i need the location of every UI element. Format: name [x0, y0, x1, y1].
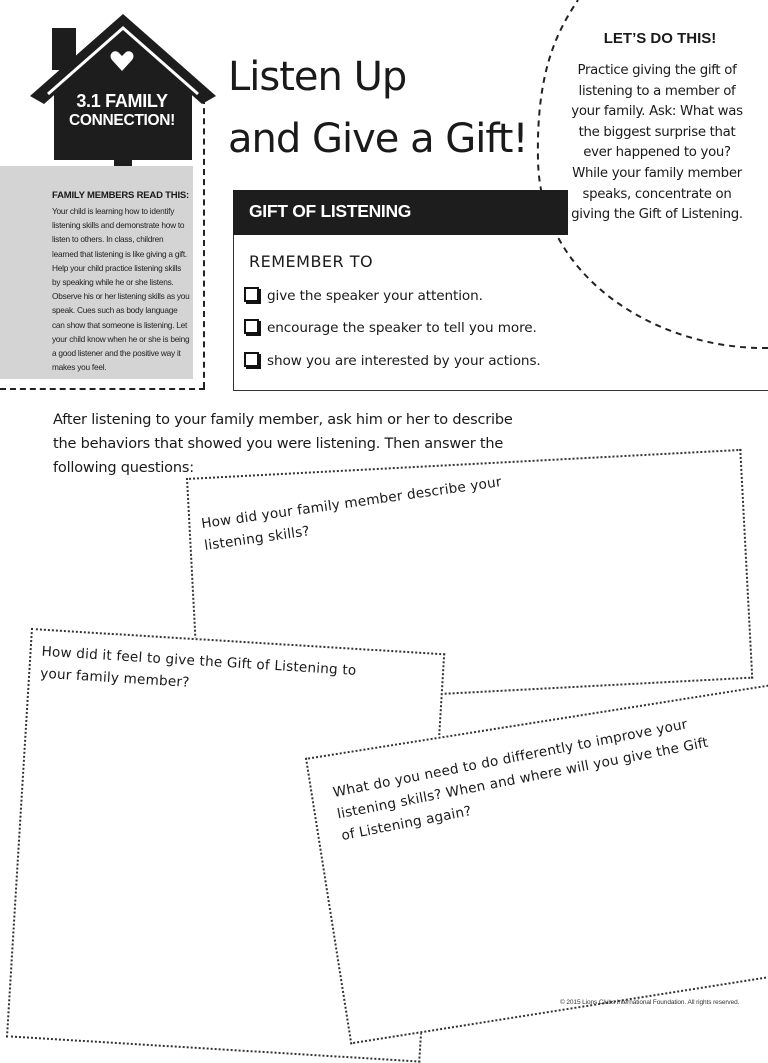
checkbox-icon[interactable] [244, 352, 259, 367]
title-line2: and Give a Gift! [228, 116, 528, 162]
checklist-item-text: encourage the speaker to tell you more. [267, 320, 537, 336]
checklist-item[interactable] [244, 287, 483, 304]
instructions-text: After listening to your family member, ask him or her to describe the behaviors that showed you were listening. Then answer the following questions: [53, 412, 513, 476]
lets-do-this-title: LET’S DO THIS! [603, 30, 717, 47]
title-line1: Listen Up [228, 54, 407, 100]
badge-line2: CONNECTION! [68, 112, 176, 129]
checklist-item[interactable] [244, 319, 537, 336]
checklist-item-text: give the speaker your attention. [267, 288, 483, 304]
gift-of-listening-title: GIFT OF LISTENING [249, 201, 412, 221]
question-3-text: What do you need to do differently to improve your listening skills? When and where will you give the Gift of Listening again? [331, 716, 710, 845]
question-1-text: How did your family member describe your listening skills? [200, 474, 503, 554]
dashed-divider-horizontal [0, 388, 205, 390]
question-2-text: How did it feel to give the Gift of Listening to your family member? [39, 643, 357, 691]
family-members-body: Your child is learning how to identify listening skills and demonstrate how to listen to others. In class, children learned that listening is like giving a gift. Help your child practice listening skills by speaking while he or she listens. Observe his or her listening skills as you speak. Cues such as body language can show that someone is listening. Let your child know when he or she is being a good listener and the positive way it makes you feel. [52, 206, 190, 373]
copyright-notice: © 2015 Lions Clubs International Foundation. All rights reserved. [560, 999, 740, 1006]
heart-icon [110, 50, 134, 76]
checklist-item-text: show you are interested by your actions. [267, 353, 541, 369]
checkbox-icon[interactable] [244, 287, 259, 302]
dashed-divider-vertical [203, 98, 205, 388]
lets-do-this-body: Practice giving the gift of listening to a member of your family. Ask: What was the biggest surprise that ever happened to you? While your family member speaks, concentrate on giving the Gift of Listening. [571, 63, 743, 223]
badge-label [54, 92, 190, 130]
remember-to-label: REMEMBER TO [249, 252, 374, 271]
badge-line1: 3.1 FAMILY [76, 91, 168, 111]
family-members-title: FAMILY MEMBERS READ THIS: [52, 190, 189, 201]
checklist-item[interactable] [244, 352, 541, 369]
checkbox-icon[interactable] [244, 319, 259, 334]
